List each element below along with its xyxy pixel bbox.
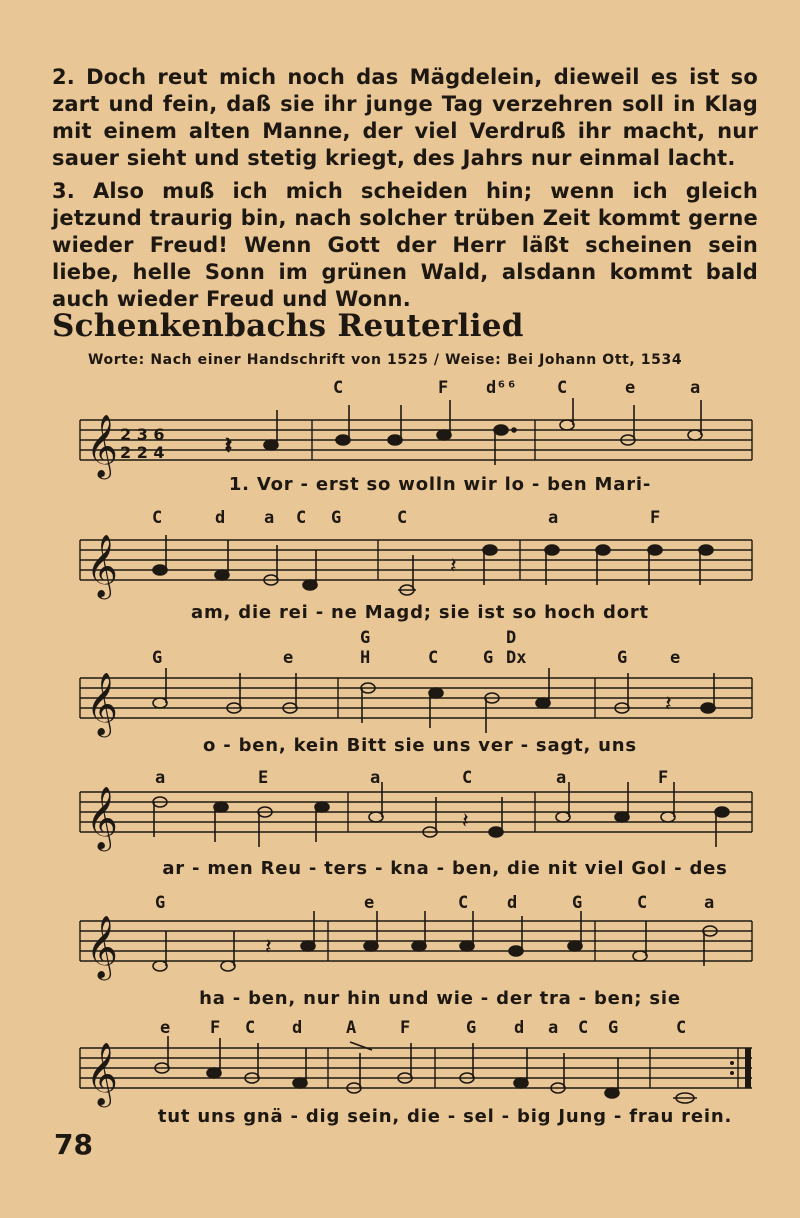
chord-symbol: F [210, 1018, 221, 1038]
lyric-line-5: ha - ben, nur hin und wie - der tra - ben; sie [199, 988, 681, 1009]
music-system-1 [0, 378, 800, 498]
chord-symbol: G [483, 648, 494, 668]
quarter-rest-icon: 𝄽 [450, 554, 457, 579]
chord-symbol: G [152, 648, 163, 668]
music-system-3 [0, 628, 800, 758]
music-system-4 [0, 768, 800, 888]
chord-symbol: d [507, 893, 518, 913]
chord-symbol: C [458, 893, 469, 913]
time-signature: 2 3 6 [120, 425, 165, 444]
chord-symbol: G [331, 508, 342, 528]
chord-symbol: e [625, 378, 636, 398]
chord-symbol: C [397, 508, 408, 528]
chord-symbol: C [245, 1018, 256, 1038]
song-credits: Worte: Nach einer Handschrift von 1525 / Weise: Bei Johann Ott, 1534 [88, 352, 683, 368]
stanza-2: 2. Doch reut mich noch das Mägdelein, dieweil es ist so zart und fein, daß sie ihr junge Tag verzehren soll in Klag mit einem alten Manne, der viel Verdruß ihr macht, nur sauer sieht und stetig kriegt, des Jahrs nur einmal lacht. [52, 65, 758, 170]
chord-symbol: e [283, 648, 294, 668]
chord-symbol: E [258, 768, 269, 788]
chord-symbol: F [650, 508, 661, 528]
chord-symbol: C [428, 648, 439, 668]
treble-clef-icon: 𝄞 [86, 915, 118, 978]
lyric-line-2: am, die rei - ne Magd; sie ist so hoch dort [191, 602, 649, 623]
quarter-rest-icon: 𝄽 [225, 434, 232, 459]
chord-symbol: F [658, 768, 669, 788]
chord-symbol: a [155, 768, 166, 788]
chord-symbol: a [556, 768, 567, 788]
music-system-6 [0, 1018, 800, 1138]
chord-symbol: e [364, 893, 375, 913]
chord-symbol: C [578, 1018, 589, 1038]
chord-symbol: d [514, 1018, 525, 1038]
chord-symbol: G H [360, 628, 371, 668]
music-system-5 [0, 893, 800, 1013]
chord-symbol: F [438, 378, 449, 398]
lyric-line-3: o - ben, kein Bitt sie uns ver - sagt, uns [203, 735, 637, 756]
final-barline [745, 1048, 751, 1088]
chord-symbol: d⁶⁶ [486, 378, 517, 398]
chord-symbol: a [704, 893, 715, 913]
treble-clef-icon: 𝄞 [86, 786, 118, 849]
chord-symbol: C [557, 378, 568, 398]
chord-symbol: C [333, 378, 344, 398]
quarter-rest-icon: 𝄽 [665, 692, 672, 717]
quarter-rest-icon: 𝄽 [265, 935, 272, 960]
chord-symbol: a [264, 508, 275, 528]
chord-symbol: G [155, 893, 166, 913]
chord-symbol: a [548, 508, 559, 528]
music-system-2 [0, 508, 800, 628]
chord-symbol: F [400, 1018, 411, 1038]
treble-clef-icon: 𝄞 [86, 672, 118, 735]
chord-symbol: G [617, 648, 628, 668]
chord-symbol: d [215, 508, 226, 528]
chord-symbol: C [676, 1018, 687, 1038]
lyric-line-6: tut uns gnä - dig sein, die - sel - big Jung - frau rein. [157, 1106, 733, 1127]
lyric-line-4: ar - men Reu - ters - kna - ben, die nit viel Gol - des [162, 858, 728, 879]
chord-symbol: C [637, 893, 648, 913]
lyric-line-1: 1. Vor - erst so wolln wir lo - ben Mari- [228, 474, 652, 495]
chord-symbol: C [296, 508, 307, 528]
chord-symbol: A [346, 1018, 357, 1038]
song-title: Schenkenbachs Reuterlied [52, 308, 524, 344]
chord-symbol: C [152, 508, 163, 528]
chord-symbol: e [670, 648, 681, 668]
staff-3 [0, 656, 800, 746]
chord-symbol: a [548, 1018, 559, 1038]
chord-symbol: D Dx [506, 628, 527, 668]
chord-symbol: a [690, 378, 701, 398]
chord-symbol: a [370, 768, 381, 788]
chord-symbol: e [160, 1018, 171, 1038]
page-number: 78 [54, 1128, 93, 1161]
chord-symbol: C [462, 768, 473, 788]
staff-4 [0, 780, 800, 870]
chord-symbol: d [292, 1018, 303, 1038]
arrow-icon [350, 1042, 372, 1050]
chord-symbol: G [608, 1018, 619, 1038]
stanza-3: 3. Also muß ich mich scheiden hin; wenn ich gleich jetzund traurig bin, nach solcher trüben Zeit kommt gerne wieder Freud! Wenn Gott der Herr läßt scheinen sein liebe, helle Sonn im grünen Wald, alsdann kommt bald auch wieder Freud und Wonn. [52, 179, 758, 311]
chord-symbol: G [572, 893, 583, 913]
chord-symbol: G [466, 1018, 477, 1038]
quarter-rest-icon: 𝄽 [462, 809, 469, 834]
treble-clef-icon: 𝄞 [86, 1042, 118, 1105]
svg-text:2 2 4: 2 2 4 [120, 443, 165, 462]
staff-5 [0, 909, 800, 999]
treble-clef-icon: 𝄞 [86, 414, 118, 477]
treble-clef-icon: 𝄞 [86, 534, 118, 597]
